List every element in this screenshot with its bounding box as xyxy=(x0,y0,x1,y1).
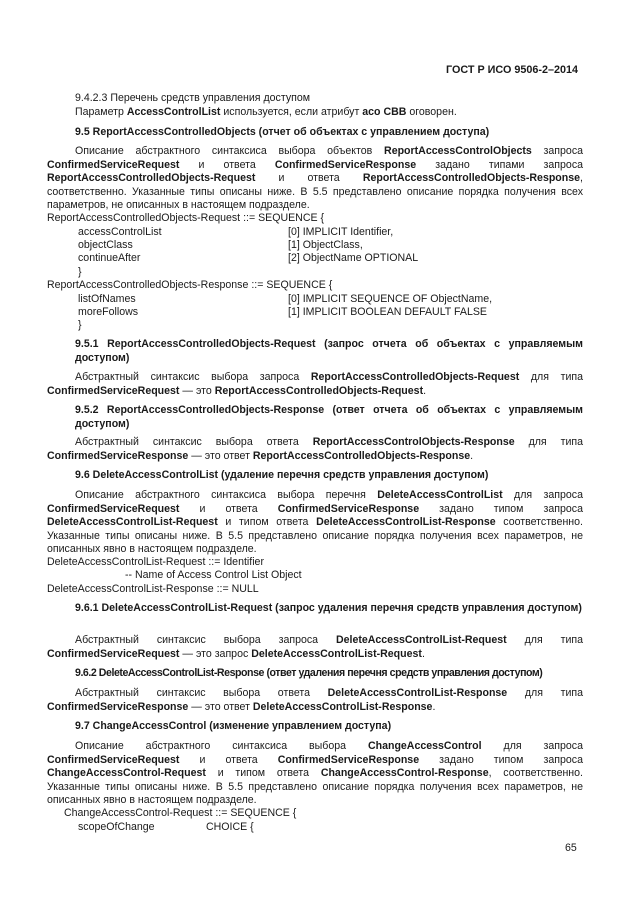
code-type: [1] ObjectClass, xyxy=(288,239,363,251)
section-heading-9-7: 9.7 ChangeAccessControl (изменение управлением доступа) xyxy=(75,720,392,732)
code-field: moreFollows xyxy=(78,306,139,318)
paragraph-9-5-2: Абстрактный синтаксис выбора ответа ReportAccessControlObjects-Response для типа ConfirmedServiceResponse — это ответ ReportAccessControlledObjects-Response. xyxy=(47,436,583,462)
code-type: [1] IMPLICIT BOOLEAN DEFAULT FALSE xyxy=(288,306,487,318)
code-comment: -- Name of Access Control List Object xyxy=(125,569,302,581)
code-field: listOfNames xyxy=(78,293,136,305)
code-brace: } xyxy=(78,266,82,278)
code-field: accessControlList xyxy=(78,226,162,238)
subsection-title-9-4-2-3: 9.4.2.3 Перечень средств управления доступом xyxy=(75,92,311,104)
code-type: [0] IMPLICIT SEQUENCE OF ObjectName, xyxy=(288,293,493,305)
paragraph-9-6: Описание абстрактного синтаксиса выбора перечня DeleteAccessControlList для запроса ConfirmedServiceRequest и ответа ConfirmedServiceResponse задано типом запроса DeleteAccessControlList-Request и типом ответа DeleteAccessControlList-Response соответственно. Указанные типы описаны ниже. В 5.5 представлено описание порядка получения всех параметров, не описанных явно в настоящем подразделе. xyxy=(47,489,583,556)
standard-header: ГОСТ Р ИСО 9506-2–2014 xyxy=(445,64,578,76)
code-type: CHOICE { xyxy=(206,821,254,833)
paragraph-9-6-2: Абстрактный синтаксис выбора ответа DeleteAccessControlList-Response для типа ConfirmedServiceResponse — это ответ DeleteAccessControlList-Response. xyxy=(47,687,583,713)
paragraph-9-7: Описание абстрактного синтаксиса выбора ChangeAccessControl для запроса ConfirmedServiceRequest и ответа ConfirmedServiceResponse задано типом запроса ChangeAccessControl-Request и типом ответа ChangeAccessControl-Response, соответственно. Указанные типы описаны ниже. В 5.5 представлено описание порядка получения всех параметров, не описанных явно в настоящем подразделе. xyxy=(47,740,583,807)
code-brace: } xyxy=(78,319,82,331)
code-field: scopeOfChange xyxy=(78,821,155,833)
paragraph-9-5-1: Абстрактный синтаксис выбора запроса ReportAccessControlledObjects-Request для типа ConfirmedServiceRequest — это ReportAccessControlledObjects-Request. xyxy=(47,371,584,397)
section-heading-9-6: 9.6 DeleteAccessControlList (удаление перечня средств управления доступом) xyxy=(75,469,489,481)
code-line: DeleteAccessControlList-Response ::= NULL xyxy=(47,583,259,595)
section-heading-9-5: 9.5 ReportAccessControlledObjects (отчет об объектах с управлением доступа) xyxy=(75,126,490,138)
code-line: ReportAccessControlledObjects-Request ::= SEQUENCE { xyxy=(47,212,325,224)
code-line: DeleteAccessControlList-Request ::= Identifier xyxy=(47,556,264,568)
page-number: 65 xyxy=(565,842,577,854)
section-heading-9-5-1: 9.5.1 ReportAccessControlledObjects-Request (запрос отчета об объектах с управляемым доступом) xyxy=(75,338,583,364)
code-type: [0] IMPLICIT Identifier, xyxy=(288,226,394,238)
section-heading-9-5-2: 9.5.2 ReportAccessControlledObjects-Response (ответ отчета об объектах с управляемым доступом) xyxy=(75,404,583,430)
paragraph-9-5: Описание абстрактного синтаксиса выбора объектов ReportAccessControlObjects запроса ConfirmedServiceRequest и ответа ConfirmedServiceResponse задано типами запроса ReportAccessControlledObjects-Request и ответа ReportAccessControlledObjects-Response, соответственно. Указанные типы описаны ниже. В 5.5 представлено описание порядка получения всех параметров, не описанных в настоящем подразделе. xyxy=(47,145,584,212)
paragraph-9-6-1: Абстрактный синтаксис выбора запроса DeleteAccessControlList-Request для типа ConfirmedServiceRequest — это запрос DeleteAccessControlList-Request. xyxy=(47,634,583,660)
code-type: [2] ObjectName OPTIONAL xyxy=(288,252,419,264)
code-field: continueAfter xyxy=(78,252,141,264)
code-line: ReportAccessControlledObjects-Response ::= SEQUENCE { xyxy=(47,279,333,291)
code-line: ChangeAccessControl-Request ::= SEQUENCE { xyxy=(64,807,297,819)
section-heading-9-6-2: 9.6.2 DeleteAccessControlList-Response (ответ удаления перечня средств управления доступом) xyxy=(75,667,543,679)
code-field: objectClass xyxy=(78,239,133,251)
section-heading-9-6-1: 9.6.1 DeleteAccessControlList-Request (запрос удаления перечня средств управления доступом) xyxy=(75,602,582,614)
paragraph-9-4-2-3: Параметр AccessControlList используется, если атрибут aco CBB оговорен. xyxy=(75,106,457,118)
